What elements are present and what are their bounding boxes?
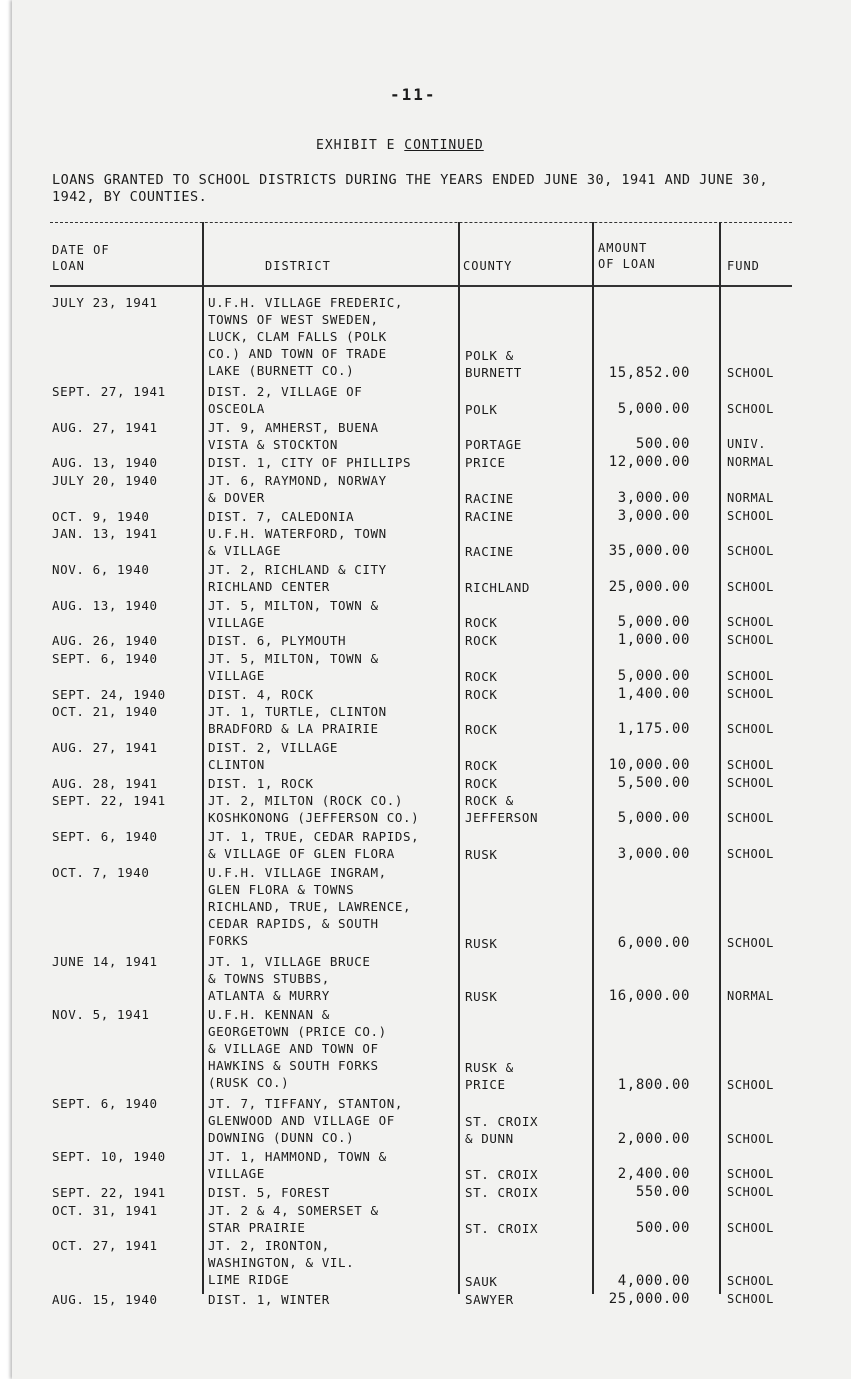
fund-name: SCHOOL <box>727 846 774 861</box>
county-name: POLK <box>465 401 498 417</box>
fund-name: SCHOOL <box>727 366 774 381</box>
table-row <box>50 1148 792 1184</box>
loan-date: JULY 23, 1941 <box>52 295 158 310</box>
district-name: U.F.H. VILLAGE INGRAM, GLEN FLORA & TOWNS RICHLAND, TRUE, LAWRENCE, CEDAR RAPIDS, & SOUTH FORKS <box>208 864 412 948</box>
fund-name: SCHOOL <box>727 1167 774 1182</box>
fund-name: SCHOOL <box>727 722 774 737</box>
table-row <box>50 454 792 472</box>
loan-date: SEPT. 22, 1941 <box>52 793 166 809</box>
county-name: PORTAGE <box>465 437 522 453</box>
loan-date: SEPT. 22, 1941 <box>52 1185 166 1200</box>
table-top-rule <box>50 222 792 223</box>
table-row <box>50 953 792 1006</box>
loan-date: OCT. 27, 1941 <box>52 1238 158 1254</box>
county-name: SAWYER <box>465 1291 514 1307</box>
county-name: RUSK & PRICE <box>465 1060 514 1093</box>
county-name: POLK & BURNETT <box>465 348 522 381</box>
district-name: JT. 5, MILTON, TOWN & VILLAGE <box>208 597 379 630</box>
fund-name: SCHOOL <box>727 633 774 648</box>
table-row <box>50 1095 792 1148</box>
loan-date: JULY 20, 1940 <box>52 473 158 488</box>
table-row <box>50 419 792 455</box>
loan-date: NOV. 5, 1941 <box>52 1007 150 1022</box>
fund-name: SCHOOL <box>727 1185 774 1199</box>
table-row <box>50 1006 792 1095</box>
county-name: ROCK & JEFFERSON <box>465 793 539 826</box>
table-row <box>50 632 792 650</box>
header-district: DISTRICT <box>265 259 331 273</box>
fund-name: SCHOOL <box>727 544 774 559</box>
loan-amount: 1,175.00 <box>617 721 690 738</box>
fund-name: SCHOOL <box>727 686 774 701</box>
district-name: JT. 1, TRUE, CEDAR RAPIDS, & VILLAGE OF GLEN FLORA <box>208 829 420 861</box>
district-name: DIST. 1, ROCK <box>208 775 314 791</box>
loan-amount: 550.00 <box>635 1184 690 1200</box>
loan-amount: 3,000.00 <box>617 507 690 524</box>
loan-amount: 1,400.00 <box>617 685 690 702</box>
table-row <box>50 739 792 775</box>
table-row <box>50 650 792 686</box>
loans-table <box>50 222 792 1307</box>
fund-name: SCHOOL <box>727 935 774 950</box>
county-name: ROCK <box>465 633 498 649</box>
district-name: DIST. 7, CALEDONIA <box>208 508 355 524</box>
county-name: RUSK <box>465 846 498 862</box>
loan-date: AUG. 27, 1941 <box>52 740 158 755</box>
county-name: ROCK <box>465 686 498 702</box>
table-row <box>50 1237 792 1290</box>
loan-date: SEPT. 6, 1940 <box>52 651 158 666</box>
fund-name: NORMAL <box>727 490 774 505</box>
district-name: DIST. 1, CITY OF PHILLIPS <box>208 455 412 471</box>
exhibit-title-continued: CONTINUED <box>404 138 484 153</box>
table-row <box>50 561 792 597</box>
fund-name: NORMAL <box>727 455 774 470</box>
table-row <box>50 1184 792 1202</box>
county-name: ST. CROIX & DUNN <box>465 1113 539 1146</box>
fund-name: SCHOOL <box>727 1131 774 1146</box>
loan-amount: 1,000.00 <box>617 632 690 649</box>
loan-amount: 4,000.00 <box>617 1272 690 1289</box>
loan-amount: 12,000.00 <box>608 454 690 471</box>
page-edge <box>0 0 12 1379</box>
loan-amount: 6,000.00 <box>617 934 690 951</box>
loan-amount: 16,000.00 <box>608 988 690 1005</box>
county-name: SAUK <box>465 1273 498 1289</box>
loan-date: OCT. 21, 1940 <box>52 704 158 720</box>
district-name: DIST. 2, VILLAGE OF OSCEOLA <box>208 384 363 416</box>
loan-amount: 3,000.00 <box>617 489 690 506</box>
table-row <box>50 703 792 739</box>
district-name: DIST. 1, WINTER <box>208 1291 330 1307</box>
table-row <box>50 508 792 526</box>
header-amount: AMOUNT OF LOAN <box>598 241 656 271</box>
header-county: COUNTY <box>463 259 513 273</box>
loan-amount: 5,000.00 <box>617 400 690 417</box>
loan-amount: 5,000.00 <box>617 614 690 631</box>
county-name: RICHLAND <box>465 579 531 595</box>
loan-date: OCT. 7, 1940 <box>52 864 150 880</box>
exhibit-title <box>316 138 484 153</box>
loan-amount: 25,000.00 <box>608 1290 690 1307</box>
district-name: U.F.H. WATERFORD, TOWN & VILLAGE <box>208 526 387 559</box>
county-name: RUSK <box>465 935 498 951</box>
loan-amount: 500.00 <box>635 436 690 453</box>
page-number: -11- <box>390 85 437 104</box>
loan-date: SEPT. 10, 1940 <box>52 1149 166 1165</box>
loan-date: AUG. 15, 1940 <box>52 1291 158 1307</box>
district-name: JT. 2, MILTON (ROCK CO.) KOSHKONONG (JEFFERSON CO.) <box>208 793 420 826</box>
table-row <box>50 525 792 561</box>
county-name: ST. CROIX <box>465 1185 539 1200</box>
loan-date: OCT. 31, 1941 <box>52 1202 158 1218</box>
loan-amount: 500.00 <box>635 1219 690 1236</box>
header-date: DATE OF LOAN <box>52 243 110 273</box>
loan-date: AUG. 27, 1941 <box>52 419 158 435</box>
table-row <box>50 1202 792 1238</box>
fund-name: SCHOOL <box>727 775 774 790</box>
table-row <box>50 294 792 383</box>
table-row <box>50 828 792 864</box>
district-name: DIST. 6, PLYMOUTH <box>208 633 347 649</box>
fund-name: SCHOOL <box>727 811 774 826</box>
district-name: JT. 1, VILLAGE BRUCE & TOWNS STUBBS, ATLANTA & MURRY <box>208 953 371 1003</box>
district-name: JT. 6, RAYMOND, NORWAY & DOVER <box>208 473 387 505</box>
table-row <box>50 597 792 633</box>
loan-date: JUNE 14, 1941 <box>52 953 158 969</box>
exhibit-title-prefix: EXHIBIT E <box>316 138 405 153</box>
table-row <box>50 1291 792 1309</box>
county-name: RUSK <box>465 989 498 1005</box>
table-row <box>50 686 792 704</box>
fund-name: SCHOOL <box>727 508 774 523</box>
district-name: JT. 5, MILTON, TOWN & VILLAGE <box>208 651 379 683</box>
fund-name: SCHOOL <box>727 615 774 630</box>
county-name: ROCK <box>465 775 498 791</box>
loan-amount: 2,400.00 <box>617 1166 690 1183</box>
loan-date: AUG. 13, 1940 <box>52 597 158 613</box>
loan-date: NOV. 6, 1940 <box>52 562 150 577</box>
county-name: ST. CROIX <box>465 1167 539 1183</box>
fund-name: UNIV. <box>727 437 767 452</box>
loan-date: JAN. 13, 1941 <box>52 526 158 542</box>
county-name: ROCK <box>465 757 498 773</box>
district-name: JT. 2, IRONTON, WASHINGTON, & VIL. LIME RIDGE <box>208 1238 355 1288</box>
fund-name: SCHOOL <box>727 668 774 683</box>
table-row <box>50 792 792 828</box>
district-name: U.F.H. VILLAGE FREDERIC, TOWNS OF WEST SWEDEN, LUCK, CLAM FALLS (POLK CO.) AND TOWN OF TRADE LAKE (BURNETT CO.) <box>208 295 404 378</box>
fund-name: SCHOOL <box>727 401 774 416</box>
table-header-rule <box>50 285 792 287</box>
intro-text: LOANS GRANTED TO SCHOOL DISTRICTS DURING THE YEARS ENDED JUNE 30, 1941 AND JUNE 30, 1942, BY COUNTIES. <box>52 172 769 205</box>
loan-amount: 15,852.00 <box>608 365 690 382</box>
table-row <box>50 775 792 793</box>
county-name: ST. CROIX <box>465 1220 539 1236</box>
table-row <box>50 383 792 419</box>
loan-date: AUG. 28, 1941 <box>52 775 158 791</box>
loan-amount: 10,000.00 <box>608 756 690 773</box>
loan-date: OCT. 9, 1940 <box>52 508 150 524</box>
district-name: JT. 2, RICHLAND & CITY RICHLAND CENTER <box>208 562 387 594</box>
county-name: RACINE <box>465 508 514 524</box>
loan-amount: 2,000.00 <box>617 1130 690 1147</box>
loan-date: AUG. 26, 1940 <box>52 633 158 649</box>
loan-amount: 3,000.00 <box>617 845 690 862</box>
county-name: ROCK <box>465 668 498 684</box>
district-name: DIST. 5, FOREST <box>208 1185 330 1200</box>
district-name: U.F.H. KENNAN & GEORGETOWN (PRICE CO.) & VILLAGE AND TOWN OF HAWKINS & SOUTH FORKS (RUSK CO.) <box>208 1007 387 1090</box>
loan-date: SEPT. 24, 1940 <box>52 686 166 702</box>
district-name: DIST. 2, VILLAGE CLINTON <box>208 740 339 772</box>
district-name: JT. 9, AMHERST, BUENA VISTA & STOCKTON <box>208 419 379 452</box>
loan-date: AUG. 13, 1940 <box>52 455 158 471</box>
loan-amount: 5,000.00 <box>617 810 690 827</box>
loan-amount: 25,000.00 <box>608 578 690 595</box>
fund-name: NORMAL <box>727 989 774 1004</box>
county-name: ROCK <box>465 722 498 738</box>
loan-amount: 5,500.00 <box>617 774 690 791</box>
county-name: ROCK <box>465 615 498 631</box>
fund-name: SCHOOL <box>727 1273 774 1288</box>
loan-amount: 5,000.00 <box>617 667 690 684</box>
fund-name: SCHOOL <box>727 1220 774 1235</box>
county-name: PRICE <box>465 455 506 471</box>
district-name: JT. 7, TIFFANY, STANTON, GLENWOOD AND VILLAGE OF DOWNING (DUNN CO.) <box>208 1096 404 1145</box>
loan-date: SEPT. 6, 1940 <box>52 829 158 844</box>
district-name: DIST. 4, ROCK <box>208 686 314 702</box>
fund-name: SCHOOL <box>727 1078 774 1093</box>
table-row <box>50 864 792 953</box>
loan-amount: 35,000.00 <box>608 543 690 560</box>
district-name: JT. 1, TURTLE, CLINTON BRADFORD & LA PRAIRIE <box>208 704 387 737</box>
fund-name: SCHOOL <box>727 757 774 772</box>
table-row <box>50 472 792 508</box>
fund-name: SCHOOL <box>727 1291 774 1306</box>
county-name: RACINE <box>465 544 514 560</box>
document-page <box>12 0 851 1379</box>
fund-name: SCHOOL <box>727 579 774 594</box>
district-name: JT. 2 & 4, SOMERSET & STAR PRAIRIE <box>208 1202 379 1235</box>
loan-date: SEPT. 6, 1940 <box>52 1096 158 1111</box>
district-name: JT. 1, HAMMOND, TOWN & VILLAGE <box>208 1149 387 1182</box>
loan-date: SEPT. 27, 1941 <box>52 384 166 399</box>
county-name: RACINE <box>465 490 514 506</box>
header-fund: FUND <box>727 259 760 273</box>
loan-amount: 1,800.00 <box>617 1077 690 1094</box>
